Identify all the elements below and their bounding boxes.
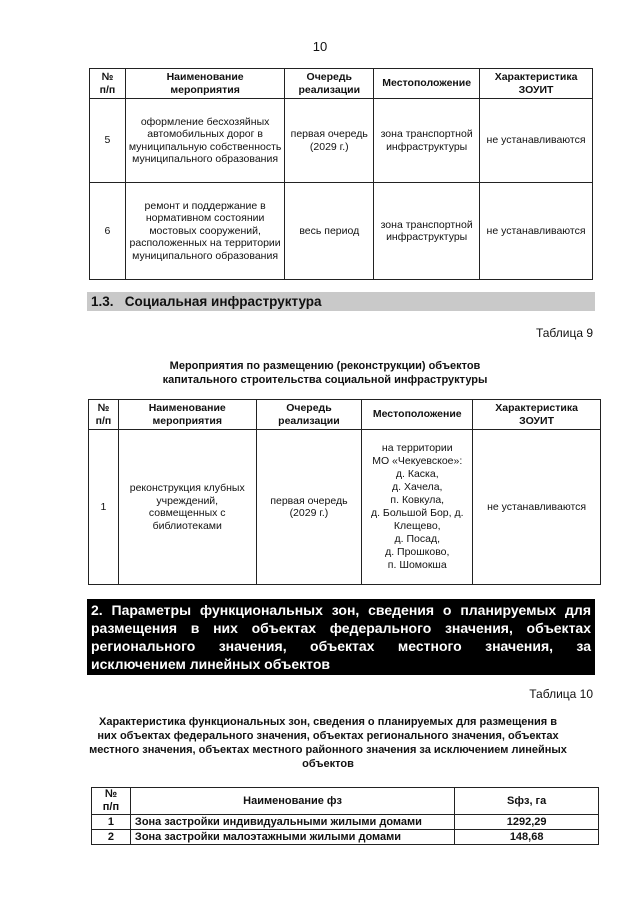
section-heading-1-3: 1.3. Социальная инфраструктура: [87, 292, 595, 311]
table-row: [92, 815, 599, 830]
table-header-row: [90, 69, 593, 99]
col-header-number: № п/п: [89, 400, 119, 430]
table-10-caption: Характеристика функциональных зон, сведения о планируемых для размещения в них объектах федерального значения, объектах регионального значения, объектах местного значения, объектах местного районного значения за исключением линейных объектов: [89, 716, 567, 770]
col-header-stage: Очередь реализации: [256, 400, 362, 430]
cell-location: на территории МО «Чекуевское»: д. Каска, д. Хачела, п. Ковкула, д. Большой Бор, д. Клещево, д. Посад, д. Прошково, п. Шомокша: [362, 430, 473, 585]
col-header-zone-name: Наименование фз: [130, 788, 454, 815]
cell-area: 1292,29: [455, 815, 599, 830]
table-10-label: Таблица 10: [529, 687, 593, 701]
cell-zouit: не устанавливаются: [480, 99, 593, 183]
cell-number: 1: [92, 815, 131, 830]
cell-location: зона транспортной инфраструктуры: [374, 183, 480, 280]
cell-area: 148,68: [455, 830, 599, 845]
section-heading-2: 2. Параметры функциональных зон, сведения о планируемых для размещения в них объектах федерального значения, объектах регионального значения, объектах местного значения, за исключением линейных объектов: [87, 599, 595, 675]
cell-zouit: не устанавливаются: [473, 430, 601, 585]
col-header-area: Sфз, га: [455, 788, 599, 815]
cell-zone-name: Зона застройки малоэтажными жилыми домами: [130, 830, 454, 845]
col-header-zouit: Характеристика ЗОУИТ: [473, 400, 601, 430]
cell-number: 2: [92, 830, 131, 845]
table-9-caption: Мероприятия по размещению (реконструкции) объектов капитального строительства социальной инфраструктуры: [162, 360, 488, 386]
cell-number: 6: [90, 183, 126, 280]
cell-name: реконструкция клубных учреждений, совмещенных с библиотеками: [118, 430, 256, 585]
table-social-measures: [88, 399, 601, 585]
cell-zone-name: Зона застройки индивидуальными жилыми домами: [130, 815, 454, 830]
page-number: 10: [312, 39, 328, 54]
table-row: [89, 430, 601, 585]
table-row: [90, 99, 593, 183]
cell-name: оформление бесхозяйных автомобильных дорог в муниципальную собственность муниципального образования: [125, 99, 285, 183]
table-transport-measures: [89, 68, 593, 280]
col-header-number: № п/п: [92, 788, 131, 815]
cell-stage: весь период: [285, 183, 374, 280]
col-header-location: Местоположение: [362, 400, 473, 430]
table-header-row: [89, 400, 601, 430]
col-header-zouit: Характеристика ЗОУИТ: [480, 69, 593, 99]
table-row: [90, 183, 593, 280]
col-header-location: Местоположение: [374, 69, 480, 99]
col-header-number: № п/п: [90, 69, 126, 99]
table-row: [92, 830, 599, 845]
cell-number: 1: [89, 430, 119, 585]
cell-location: зона транспортной инфраструктуры: [374, 99, 480, 183]
table-9-label: Таблица 9: [535, 326, 593, 340]
cell-name: ремонт и поддержание в нормативном состоянии мостовых сооружений, расположенных на территории муниципального образования: [125, 183, 285, 280]
table-header-row: [92, 788, 599, 815]
cell-zouit: не устанавливаются: [480, 183, 593, 280]
table-functional-zones: [91, 787, 599, 845]
col-header-stage: Очередь реализации: [285, 69, 374, 99]
cell-stage: первая очередь (2029 г.): [256, 430, 362, 585]
col-header-name: Наименование мероприятия: [125, 69, 285, 99]
col-header-name: Наименование мероприятия: [118, 400, 256, 430]
cell-number: 5: [90, 99, 126, 183]
cell-stage: первая очередь (2029 г.): [285, 99, 374, 183]
